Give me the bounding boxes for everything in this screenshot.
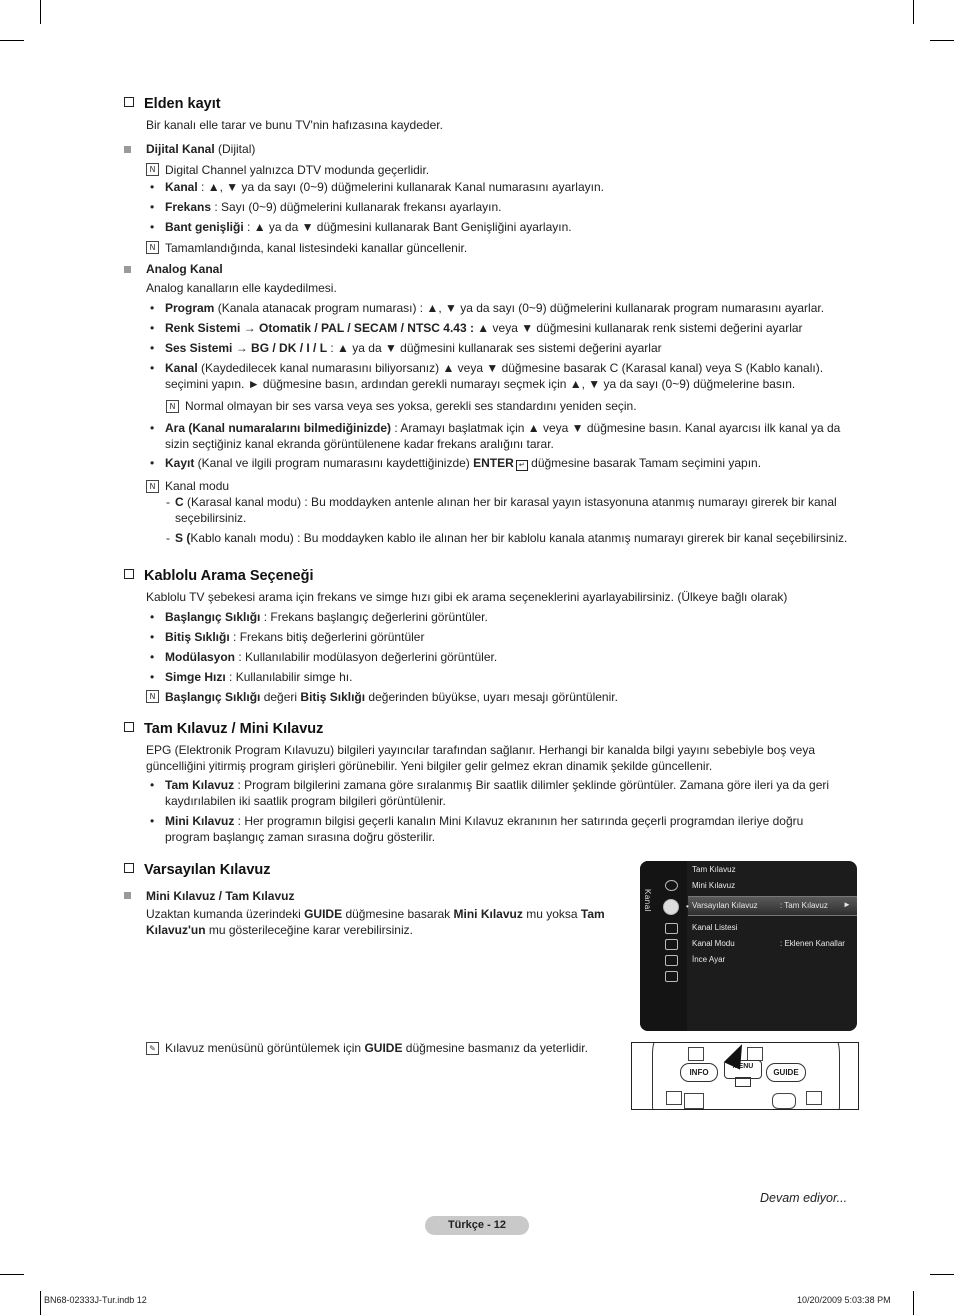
analog-note-inner: Normal olmayan bir ses varsa veya ses yoksa, gerekli ses standardını yeniden seçin. bbox=[185, 399, 637, 413]
bullet-icon: • bbox=[150, 670, 155, 684]
menu-item[interactable]: İnce Ayar bbox=[692, 955, 726, 964]
bullet-icon: • bbox=[150, 650, 155, 664]
crop-mark bbox=[930, 1274, 954, 1275]
square-bullet-icon bbox=[124, 266, 131, 273]
note-icon: N bbox=[146, 163, 159, 176]
checkbox-icon bbox=[124, 722, 134, 732]
remote-illustration bbox=[631, 1042, 859, 1110]
channel-icon bbox=[663, 899, 679, 915]
bullet-icon: • bbox=[150, 456, 155, 470]
input-icon bbox=[665, 939, 678, 950]
note-icon: N bbox=[146, 690, 159, 703]
dash-icon: - bbox=[166, 495, 170, 509]
menu-grid-icon bbox=[735, 1077, 751, 1087]
section-desc: Bir kanalı elle tarar ve bunu TV'nin hafızasına kaydeder. bbox=[146, 118, 443, 132]
application-icon bbox=[665, 955, 678, 966]
square-bullet-icon bbox=[124, 892, 131, 899]
bullet-icon: • bbox=[150, 610, 155, 624]
tip-icon: ✎ bbox=[146, 1042, 159, 1055]
list-item: Mini Kılavuz : Her programın bilgisi geçerli kanalın Mini Kılavuz ekranının her satırında geçerli programdan ileriye doğru program başlangıç zaman sırasına doğru gösterilir. bbox=[165, 814, 804, 844]
square-bullet-icon bbox=[124, 146, 131, 153]
bullet-icon: • bbox=[150, 630, 155, 644]
tools-icon bbox=[684, 1093, 704, 1109]
bullet-icon: • bbox=[150, 814, 155, 828]
bullet-icon: • bbox=[150, 321, 155, 335]
bullet-icon: • bbox=[150, 220, 155, 234]
info-button[interactable]: INFO bbox=[680, 1063, 718, 1082]
continued-text: Devam ediyor... bbox=[760, 1191, 848, 1205]
checkbox-icon bbox=[124, 97, 134, 107]
bullet-icon: • bbox=[150, 301, 155, 315]
enter-icon: ↵ bbox=[516, 460, 528, 471]
varsayilan-desc: Uzaktan kumanda üzerindeki GUIDE düğmesine basarak Mini Kılavuz mu yoksa Tam Kılavuz'un mu gösterileceğine karar verebilirsiniz. bbox=[146, 907, 605, 937]
note-icon: N bbox=[146, 480, 159, 493]
note-icon: N bbox=[146, 241, 159, 254]
picture-icon bbox=[665, 880, 678, 891]
mode-note: Kanal modu bbox=[165, 479, 230, 493]
list-item: Renk Sistemi → Otomatik / PAL / SECAM / NTSC 4.43 : ▲ veya ▼ düğmesini kullanarak renk sistemi değerini ayarlar bbox=[165, 321, 803, 335]
remote-small-button[interactable] bbox=[666, 1091, 682, 1105]
list-item: Ses Sistemi → BG / DK / I / L : ▲ ya da ▼ düğmesini kullanarak ses sistemi değerini ayarlar bbox=[165, 341, 662, 355]
varsayilan-sub: Mini Kılavuz / Tam Kılavuz bbox=[146, 889, 295, 903]
mode-c: C (Karasal kanal modu) : Bu moddayken antenle alınan her bir karasal yayın istasyonuna atanmış numarayı girerek bir kanal seçebilirsiniz. bbox=[175, 495, 837, 525]
menu-item[interactable]: Kanal Modu bbox=[692, 939, 735, 948]
arrow-right-icon: ► bbox=[843, 900, 851, 909]
crop-mark bbox=[930, 40, 954, 41]
list-item: Tam Kılavuz : Program bilgilerini zamana göre sıralanmış Bir saatlik dilimler şeklinde görüntüler. Zamana göre ileri ya da geri kaydırılabilen iki saatlik program bilgileri görüntülenir. bbox=[165, 778, 830, 808]
kablolu-desc: Kablolu TV şebekesi arama için frekans ve simge hızı gibi ek arama seçeneklerini ayarlayabilirsiniz. (Ülkeye bağlı olarak) bbox=[146, 590, 788, 604]
menu-sidebar bbox=[640, 861, 687, 1031]
analog-desc: Analog kanalların elle kaydedilmesi. bbox=[146, 281, 337, 295]
remote-small-button[interactable] bbox=[688, 1047, 704, 1061]
menu-item-value: : Eklenen Kanallar bbox=[780, 939, 845, 948]
menu-side-label: Kanal bbox=[643, 889, 652, 912]
support-icon bbox=[665, 971, 678, 982]
crop-mark bbox=[0, 1274, 24, 1275]
list-item: Frekans : Sayı (0~9) düğmelerini kullanarak frekansı ayarlayın. bbox=[165, 200, 502, 214]
crop-mark bbox=[40, 1291, 41, 1315]
footer-file: BN68-02333J-Tur.indb 12 bbox=[44, 1295, 147, 1305]
kablolu-note: Başlangıç Sıklığı değeri Bitiş Sıklığı değerinden büyükse, uyarı mesajı görüntülenir. bbox=[165, 690, 618, 704]
guide-button[interactable]: GUIDE bbox=[766, 1063, 806, 1082]
menu-item-value: : Tam Kılavuz bbox=[780, 901, 828, 910]
list-item: Simge Hızı : Kullanılabilir simge hı. bbox=[165, 670, 353, 684]
analog-label: Analog Kanal bbox=[146, 262, 223, 276]
page-number: Türkçe - 12 bbox=[425, 1216, 529, 1235]
list-item: Kanal : ▲, ▼ ya da sayı (0~9) düğmelerini kullanarak Kanal numarasını ayarlayın. bbox=[165, 180, 604, 194]
bullet-icon: • bbox=[150, 421, 155, 435]
list-item: Bant genişliği : ▲ ya da ▼ düğmesini kullanarak Bant Genişliğini ayarlayın. bbox=[165, 220, 572, 234]
list-item: Modülasyon : Kullanılabilir modülasyon değerlerini görüntüler. bbox=[165, 650, 498, 664]
menu-item[interactable]: Tam Kılavuz bbox=[692, 865, 736, 874]
crop-mark bbox=[40, 0, 41, 24]
note-icon: N bbox=[166, 400, 179, 413]
crop-mark bbox=[913, 1291, 914, 1315]
digital-label: Dijital Kanal (Dijital) bbox=[146, 142, 256, 156]
bullet-icon: • bbox=[150, 778, 155, 792]
crop-mark bbox=[0, 40, 24, 41]
bullet-icon: • bbox=[150, 361, 155, 375]
bullet-icon: • bbox=[150, 341, 155, 355]
tv-menu-screenshot bbox=[640, 861, 857, 1031]
tam-desc: EPG (Elektronik Program Kılavuzu) bilgileri yayıncılar tarafından sağlanır. Herhangi bir kanalda bilgi yayını sebebiyle boş veya güncelliğini yitirmiş program girişleri görünebilir. Yeni bilgiler gelir gelmez ekran dinamik şekilde güncellenir. bbox=[146, 743, 815, 773]
remote-small-button[interactable] bbox=[806, 1091, 822, 1105]
dash-icon: - bbox=[166, 531, 170, 545]
menu-bullet-icon: • bbox=[686, 902, 689, 911]
list-item: Kanal (Kaydedilecek kanal numarasını biliyorsanız) ▲ veya ▼ düğmesine basarak C (Karasal kanal) veya S (Kablo kanalı). seçimini yapın. ► düğmesine basın, ardından gerekli numarayı seçmek için ▲, ▼ ya da sayı (0~9) düğmelerine basın. bbox=[165, 361, 824, 391]
varsayilan-tip: Kılavuz menüsünü görüntülemek için GUIDE düğmesine basmanız da yeterlidir. bbox=[165, 1041, 588, 1055]
crop-mark bbox=[913, 0, 914, 24]
list-item: Program (Kanala atanacak program numarası) : ▲, ▼ ya da sayı (0~9) düğmelerini kullanarak program numarasını ayarlar. bbox=[165, 301, 825, 315]
section-title-kablolu: Kablolu Arama Seçeneği bbox=[124, 568, 314, 584]
checkbox-icon bbox=[124, 863, 134, 873]
section-title-tam: Tam Kılavuz / Mini Kılavuz bbox=[124, 721, 323, 737]
return-icon bbox=[772, 1093, 796, 1109]
menu-button[interactable]: MENU bbox=[724, 1060, 762, 1079]
digital-note2: Tamamlandığında, kanal listesindeki kanallar güncellenir. bbox=[165, 241, 468, 255]
list-item: Ara (Kanal numaralarını bilmediğinizde) : Aramayı başlatmak için ▲ veya ▼ düğmesine basın. Kanal ayarcısı ilk kanal ya da sizin seçtiğiniz kanal ekranda görüntülenene kadar frekans aralığını tarar. bbox=[165, 421, 841, 451]
setup-icon bbox=[665, 923, 678, 934]
digital-note: Digital Channel yalnızca DTV modunda geçerlidir. bbox=[165, 163, 430, 177]
mode-s: S (Kablo kanalı modu) : Bu moddayken kablo ile alınan her bir kablolu kanala atanmış numarayı girerek bir kanal seçebilirsiniz. bbox=[175, 531, 848, 545]
list-item: Bitiş Sıklığı : Frekans bitiş değerlerini görüntüler bbox=[165, 630, 425, 644]
menu-item[interactable]: Kanal Listesi bbox=[692, 923, 738, 932]
bullet-icon: • bbox=[150, 200, 155, 214]
list-item: Başlangıç Sıklığı : Frekans başlangıç değerlerini görüntüler. bbox=[165, 610, 488, 624]
menu-item-selected[interactable]: Varsayılan Kılavuz bbox=[692, 901, 758, 910]
section-title-elden: Elden kayıt bbox=[124, 96, 221, 112]
menu-item[interactable]: Mini Kılavuz bbox=[692, 881, 736, 890]
section-title-varsayilan: Varsayılan Kılavuz bbox=[124, 862, 271, 878]
list-item: Kayıt (Kanal ve ilgili program numarasını kaydettiğinizde) ENTER ↵ düğmesine basarak Tamam seçimini yapın. bbox=[165, 456, 762, 470]
checkbox-icon bbox=[124, 569, 134, 579]
bullet-icon: • bbox=[150, 180, 155, 194]
footer-timestamp: 10/20/2009 5:03:38 PM bbox=[797, 1295, 891, 1305]
